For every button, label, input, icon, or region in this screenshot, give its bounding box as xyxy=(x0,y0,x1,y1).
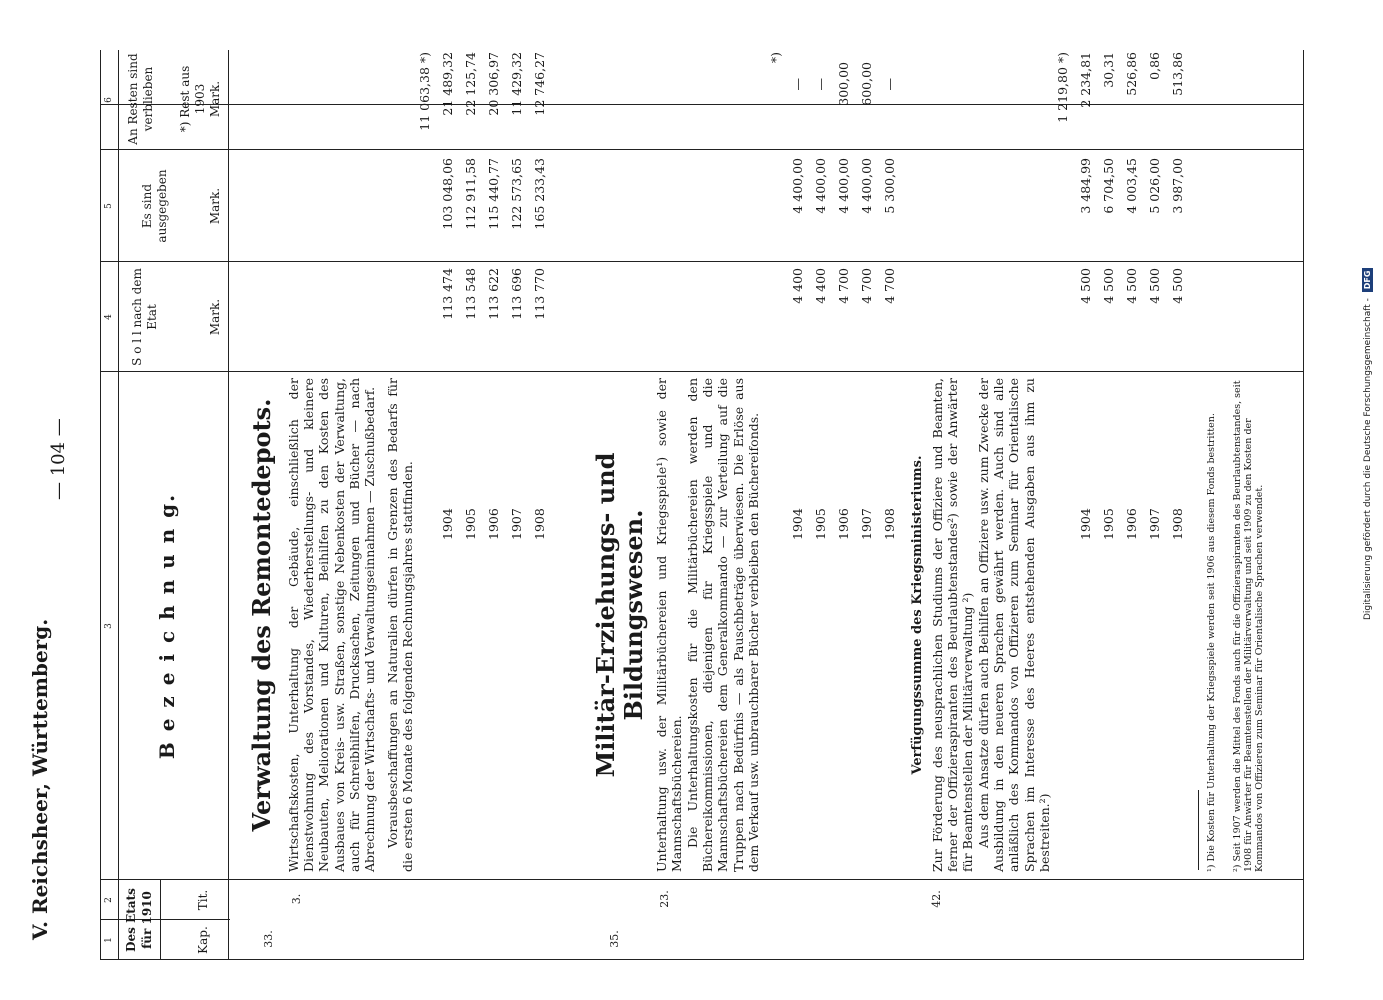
entry1-kap: 33. xyxy=(262,930,275,948)
entry2-soll-1904: 4 400 xyxy=(790,268,805,304)
col6-unit: Mark. xyxy=(208,80,222,118)
entry3-rest-1906: 30,31 xyxy=(1101,52,1116,88)
entry3-rest-1907: 526,86 xyxy=(1124,52,1139,96)
entry1-ausgegeben-1907: 122 573,65 xyxy=(509,158,524,230)
entry1-year-1904: 1904 xyxy=(440,508,455,540)
entry1-rest-extra: 12 746,27 xyxy=(532,52,547,116)
entry2-text2: Die Unterhaltungskosten für die Militärbüchereien werden den Büchereikommissionen, diejenigen für Kriegsspiele und die Mannschaftsbüchereien dem Generalkommando — zur Verteilung auf die Truppen nach Bedürfnis — als Pauschbeträge überwiesen. Die Erlöse aus dem Verkauf usw. unbrauchbarer Bücher verbleiben den Büchereifonds. xyxy=(685,378,761,872)
col3-title: B e z e i c h n u n g. xyxy=(155,492,179,760)
colnum-5: 5 xyxy=(104,203,114,209)
entry2-soll-1906: 4 700 xyxy=(836,268,851,304)
entry3-ausgegeben-1908: 3 987,00 xyxy=(1170,158,1185,214)
digitization-text: Digitalisierung gefördert durch die Deutsche Forschungsgemeinschaft - xyxy=(1363,298,1373,620)
entry3-soll-1905: 4 500 xyxy=(1101,268,1116,304)
entry1-soll-1905: 113 548 xyxy=(463,268,478,320)
entry1-soll-1907: 113 696 xyxy=(509,268,524,320)
entry1-ausgegeben-1908: 165 233,43 xyxy=(532,158,547,230)
entry3-text: Zur Förderung des neusprachlichen Studiums der Offiziere und Beamten, ferner der Offizieraspiranten des Beurlaubtenstandes²) sowie der Anwärter für Beamtenstellen der Militärverwaltung ²) xyxy=(930,378,976,872)
entry2-soll-1907: 4 700 xyxy=(859,268,874,304)
colnum-3: 3 xyxy=(104,623,114,629)
entry2-year-1908: 1908 xyxy=(882,508,897,540)
entry3-heading: Verfügungssumme des Kriegsministeriums. xyxy=(910,455,925,775)
entry1-year-1905: 1905 xyxy=(463,508,478,540)
entry2-year-1905: 1905 xyxy=(813,508,828,540)
entry2-kap: 35. xyxy=(608,930,621,948)
entry2-rest-1906: 300,00 xyxy=(836,62,851,106)
entry3-soll-1904: 4 500 xyxy=(1078,268,1093,304)
entry3-rest-extra: 513,86 xyxy=(1170,52,1185,96)
footnote-1: ¹) Die Kosten für Unterhaltung der Kriegsspiele werden seit 1906 aus diesem Fonds bestritten. xyxy=(1206,413,1217,872)
entry1-year-1906: 1906 xyxy=(486,508,501,540)
digitization-note xyxy=(1362,268,1373,620)
entry3-year-1905: 1905 xyxy=(1101,508,1116,540)
entry1-rest-1904: 11 063,38 *) xyxy=(417,52,432,131)
colnum-2: 2 xyxy=(104,897,114,903)
colnum-4: 4 xyxy=(104,314,114,320)
entry1-ausgegeben-1906: 115 440,77 xyxy=(486,158,501,230)
entry3-text2: Aus dem Ansatze dürfen auch Beihilfen an Offiziere usw. zum Zwecke der Ausbildung in den neueren Sprachen gewährt werden. Auch sind alle anläßlich des Kommandos von Offizieren zum Seminar für Orientalische Sprachen im Interesse des Heeres entstehenden Ausgaben aus ihm zu bestreiten.²) xyxy=(976,378,1052,872)
col5-title: Es sind ausgegeben xyxy=(140,169,169,243)
entry2-year-1906: 1906 xyxy=(836,508,851,540)
entry2-year-1907: 1907 xyxy=(859,508,874,540)
header-bottom-rule xyxy=(228,50,229,960)
entry3-rest-1905: 2 234,81 xyxy=(1078,52,1093,108)
entry3-year-1904: 1904 xyxy=(1078,508,1093,540)
entry3-ausgegeben-1904: 3 484,99 xyxy=(1078,158,1093,214)
entry1-ausgegeben-1905: 112 911,58 xyxy=(463,158,478,230)
entry1-rest-1905: 21 489,32 xyxy=(440,52,455,116)
entry3-ausgegeben-1905: 6 704,50 xyxy=(1101,158,1116,214)
col6-note: *) Rest aus 1903 xyxy=(178,65,207,133)
entry1-soll-1906: 113 622 xyxy=(486,268,501,320)
entry2-heading: Militär-Erziehungs- und Bildungswesen. xyxy=(591,452,648,778)
col5-unit: Mark. xyxy=(208,187,222,225)
col4-unit: Mark. xyxy=(208,298,222,336)
entry3-year-1907: 1907 xyxy=(1147,508,1162,540)
tit-label: Tit. xyxy=(196,889,210,911)
entry2-ausgegeben-1907: 4 400,00 xyxy=(859,158,874,214)
entry2-rest-1908: — xyxy=(882,78,897,91)
entry3-soll-1908: 4 500 xyxy=(1170,268,1185,304)
colnum-6: 6 xyxy=(104,97,114,103)
entry1-heading: Verwaltung des Remontedepots. xyxy=(247,398,276,832)
colnum-1: 1 xyxy=(104,937,114,943)
entry2-soll-1905: 4 400 xyxy=(813,268,828,304)
entry2-ausgegeben-1908: 5 300,00 xyxy=(882,158,897,214)
col12-title-line2: für 1910 xyxy=(140,891,154,949)
entry1-rest-1907: 20 306,97 xyxy=(486,52,501,116)
entry2-ausgegeben-1905: 4 400,00 xyxy=(813,158,828,214)
entry2-text: Unterhaltung usw. der Militärbüchereien und Kriegsspiele¹) sowie der Mannschaftsbüchereien. xyxy=(654,378,685,872)
entry1-text: Wirtschaftskosten, Unterhaltung der Gebäude, einschließlich der Dienstwohnung des Vorstandes, Wiederherstellungs- und kleinere Neubauten, Meliorationen und Kulturen, Beihilfen zu den Kosten des Ausbaues von Kreis- usw. Straßen, sonstige Nebenkosten der Verwaltung, auch für Schreibhilfen, Drucksachen, Zeitungen und Bücher — nach Abrechnung der Wirtschafts- und Verwaltungseinnahmen — Zuschußbedarf. xyxy=(286,378,378,872)
entry2-rest-1907: 600,00 xyxy=(859,62,874,106)
entry3-ausgegeben-1906: 4 003,45 xyxy=(1124,158,1139,214)
col6-title: An Resten sind verblieben xyxy=(126,53,155,145)
col12-title-line1: Des Etats xyxy=(124,888,138,952)
entry2-star: *) xyxy=(768,52,783,64)
page-number: — 104 — xyxy=(48,418,69,500)
entry1-rest-1908: 11 429,32 xyxy=(509,52,524,116)
entry1-year-1907: 1907 xyxy=(509,508,524,540)
entry1-tit: 3. xyxy=(290,893,303,905)
entry2-tit: 23. xyxy=(658,890,671,908)
entry3-soll-1906: 4 500 xyxy=(1124,268,1139,304)
entry3-soll-1907: 4 500 xyxy=(1147,268,1162,304)
table-bottom-rule xyxy=(1303,50,1304,960)
col2-body-divider xyxy=(228,879,1303,880)
entry1-year-1908: 1908 xyxy=(532,508,547,540)
entry3-rest-1908: 0,86 xyxy=(1147,52,1162,80)
table-top-rule xyxy=(100,50,101,960)
entry2-rest-1904: — xyxy=(790,78,805,91)
entry3-year-1908: 1908 xyxy=(1170,508,1185,540)
entry3-ausgegeben-1907: 5 026,00 xyxy=(1147,158,1162,214)
entry2-soll-1908: 4 700 xyxy=(882,268,897,304)
entry3-year-1906: 1906 xyxy=(1124,508,1139,540)
entry2-year-1904: 1904 xyxy=(790,508,805,540)
kap-label: Kap. xyxy=(196,926,210,954)
colnum-rule xyxy=(118,50,119,960)
entry2-ausgegeben-1906: 4 400,00 xyxy=(836,158,851,214)
col5-right-divider xyxy=(100,149,1303,150)
entry3-rest-1904: 1 219,80 *) xyxy=(1055,52,1070,123)
entry3-tit: 42. xyxy=(930,890,943,908)
col3-col4-divider xyxy=(100,371,1303,372)
dfg-logo: DFG xyxy=(1362,268,1373,293)
footnote-rule xyxy=(1198,790,1199,870)
col12-divider xyxy=(100,959,1303,960)
col12-sub-rule xyxy=(160,880,161,960)
entry1-soll-1904: 113 474 xyxy=(440,268,455,320)
entry1-rest-1906: 22 125,74 xyxy=(463,52,478,116)
running-title: V. Reichsheer, Württemberg. xyxy=(28,618,52,940)
col4-title: S o l l nach dem Etat xyxy=(130,268,159,366)
col3-right-divider xyxy=(100,104,1303,105)
col4-right-divider xyxy=(100,261,1303,262)
footnote-2: ²) Seit 1907 werden die Mittel des Fonds auch für die Offizieraspiranten des Beurlaubtenstandes, seit 1908 für Anwärter für Beamtenstellen der Militärverwaltung und seit 1909 zu den Kosten der Kommandos von Offizieren zum Seminar für Orientalische Sprachen verwendet. xyxy=(1232,380,1265,872)
entry2-rest-1905: — xyxy=(813,78,828,91)
entry1-text2: Vorausbeschaffungen an Naturalien dürfen in Grenzen des Bedarfs für die ersten 6 Monate des folgenden Rechnungsjahres stattfinden. xyxy=(385,378,416,872)
entry2-ausgegeben-1904: 4 400,00 xyxy=(790,158,805,214)
entry1-ausgegeben-1904: 103 048,06 xyxy=(440,158,455,230)
entry1-soll-1908: 113 770 xyxy=(532,268,547,320)
